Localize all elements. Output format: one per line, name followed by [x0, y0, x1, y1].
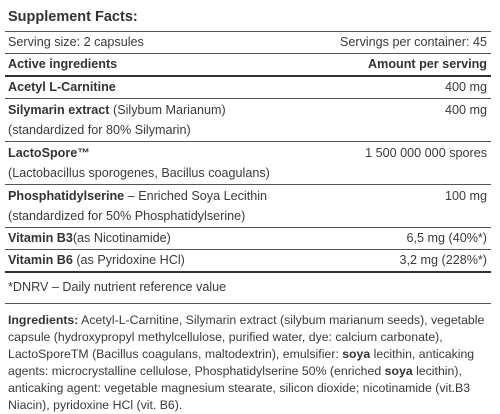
table-row [5, 250, 491, 271]
ingredient-name: Acetyl L-Carnitine [8, 80, 116, 94]
table-header [5, 54, 491, 75]
serving-size: Serving size: 2 capsules [8, 35, 144, 49]
ingredient-subtext: (standardized for 80% Silymarin) [8, 123, 191, 137]
header-amount-per-serving: Amount per serving [368, 57, 487, 71]
ingredient-name: Vitamin B6 [8, 253, 73, 267]
ingredients-paragraph [5, 312, 491, 414]
ingredient-amount: 6,5 mg (40%*) [406, 231, 487, 245]
table-row [5, 228, 491, 249]
ingredient-name: Vitamin B3 [8, 231, 73, 245]
serving-row [5, 32, 491, 53]
ingredient-subtext: (Lactobacillus sporogenes, Bacillus coagulans) [8, 166, 270, 180]
divider [5, 303, 491, 304]
ingredient-detail: (Silybum Marianum) [109, 103, 226, 117]
table-row [5, 99, 491, 141]
ingredient-detail: (as Pyridoxine HCl) [72, 253, 185, 267]
table-row [5, 185, 491, 227]
supplement-facts-panel [5, 5, 491, 414]
ingredient-detail: – Enriched Soya Lecithin [124, 189, 268, 203]
ingredient-amount: 400 mg [444, 80, 487, 94]
ingredient-amount: 3,2 mg (228%*) [399, 253, 487, 267]
ingredients-text: lecithin, anticaking agents: microcrystalline cellulose, Phosphatidylserine 50% (enriched [8, 347, 475, 378]
dnrv-footnote: *DNRV – Daily nutrient reference value [8, 280, 227, 294]
ingredient-name: Silymarin extract [8, 103, 110, 117]
ingredient-amount: 100 mg [444, 189, 487, 203]
ingredient-amount: 400 mg [444, 103, 487, 117]
table-row [5, 142, 491, 184]
panel-title: Supplement Facts: [8, 9, 138, 25]
ingredient-subtext: (standardized for 50% Phosphatidylserine) [8, 209, 246, 223]
ingredient-amount: 1 500 000 000 spores [365, 146, 487, 160]
table-row [5, 77, 491, 98]
allergen-soya: soya [384, 364, 413, 378]
ingredient-name: LactoSpore™ [8, 146, 90, 160]
ingredients-text: lecithin), anticaking agent: vegetable magnesium stearate, silicon dioxide; nicotinamide (vit.B3 Niacin), pyridoxine HCl (vit. B6). [8, 364, 471, 412]
ingredients-label: Ingredients: [8, 313, 79, 327]
divider [5, 271, 491, 273]
ingredient-detail: (as Nicotinamide) [72, 231, 171, 245]
ingredients-text: Acetyl-L-Carnitine, Silymarin extract (silybum marianum seeds), vegetable capsule (hydroxypropyl methylcellulose, purified water, dye: calcium carbonate), LactoSporeTM (Bacillus coagulans, maltodextrin), emulsifier: [8, 313, 485, 361]
header-active-ingredients: Active ingredients [8, 57, 118, 71]
ingredient-name: Phosphatidylserine [8, 189, 125, 203]
allergen-soya: soya [342, 347, 371, 361]
servings-per-container: Servings per container: 45 [339, 35, 487, 49]
